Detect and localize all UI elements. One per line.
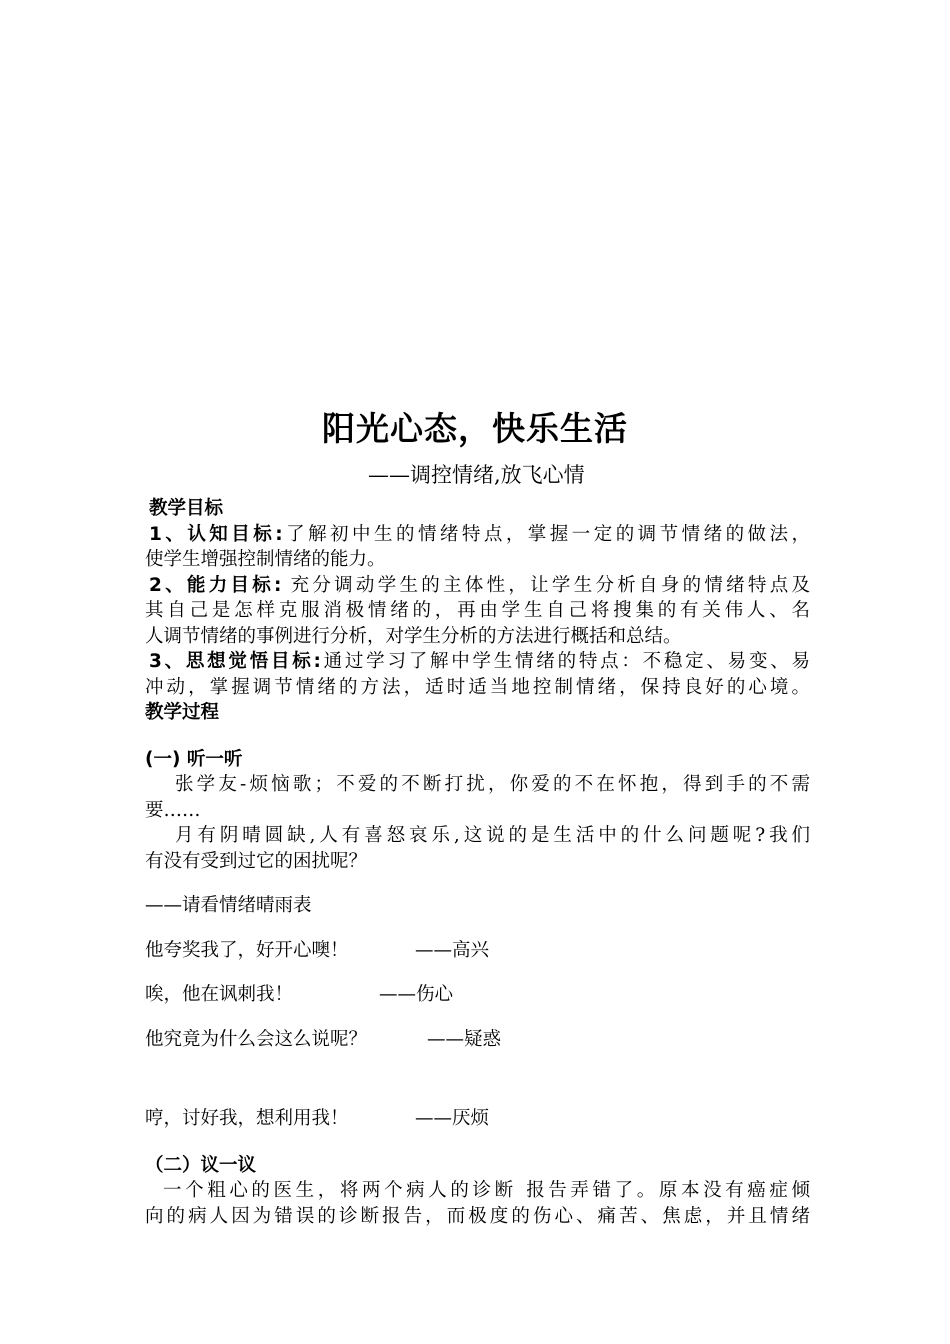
goal-3-text: 通过学习了解中学生情绪的特点：不稳定、易变、易 — [320, 651, 810, 672]
goal-1-label: 1、认知目标: — [149, 523, 283, 545]
document-body — [145, 496, 810, 1229]
emotion-row — [145, 1106, 810, 1132]
emotion-table-intro: ——请看情绪晴雨表 — [145, 895, 312, 916]
section-1-para-1-line-1: 张学友-烦恼歌；不爱的不断打扰，你爱的不在怀抱，得到手的不需 — [175, 774, 810, 795]
section-1-para-1-line-2: 要…… — [145, 799, 201, 821]
emotion-label: ——伤心 — [379, 984, 454, 1005]
emotion-row — [145, 938, 810, 964]
section-2-para-1-line-1: 一个粗心的医生，将两个病人的诊断 报告弄错了。原本没有癌症倾 — [163, 1180, 810, 1201]
goal-1-text: 了解初中生的情绪特点，掌握一定的调节情绪的做法， — [282, 523, 810, 545]
section-1-para-2-line-1: 月有阴晴圆缺,人有喜怒哀乐,这说的是生活中的什么问题呢?我们 — [175, 825, 810, 846]
goal-2-line-1 — [145, 573, 810, 599]
emotion-statement: 唉，他在讽刺我！ — [145, 984, 294, 1005]
goal-2-line-2: 其自己是怎样克服消极情绪的，再由学生自己将搜集的有关伟人、名 — [145, 600, 810, 621]
section-1-para-2-line-2: 有没有受到过它的困扰呢？ — [145, 850, 368, 872]
emotion-row — [145, 982, 810, 1008]
section-2-heading: （二）议一议 — [145, 1154, 257, 1176]
goal-3-line-1 — [145, 649, 810, 675]
section-1-heading: (一) 听一听 — [145, 748, 243, 770]
goal-3-label: 3、思想觉悟目标: — [149, 651, 321, 672]
emotion-statement: 哼，讨好我，想利用我！ — [145, 1108, 349, 1129]
emotion-statement: 他夸奖我了，好开心噢！ — [145, 939, 349, 961]
goal-3-line-2: 冲动，掌握调节情绪的方法，适时适当地控制情绪，保持良好的心境。 — [145, 676, 810, 698]
goal-2-line-3: 人调节情绪的事例进行分析，对学生分析的方法进行概括和总结。 — [145, 625, 682, 647]
goals-heading: 教学目标 — [149, 498, 224, 519]
emotion-row — [145, 1027, 810, 1053]
emotion-label: ——厌烦 — [415, 1108, 490, 1129]
goal-2-label: 2、能力目标: — [149, 574, 282, 596]
emotion-label: ——疑惑 — [427, 1028, 502, 1050]
goal-1-line-1 — [145, 522, 810, 548]
emotion-statement: 他究竟为什么会这么说呢？ — [145, 1028, 368, 1050]
section-2-para-1-line-2: 向的病人因为错误的诊断报告，而极度的伤心、痛苦、焦虑，并且情绪 — [145, 1205, 810, 1227]
goal-1-line-2: 使学生增强控制情绪的能力。 — [145, 549, 386, 570]
process-heading: 教学过程 — [145, 702, 220, 723]
document-subtitle: ——调控情绪,放飞心情 — [368, 463, 585, 487]
goal-2-text: 充分调动学生的主体性，让学生分析自身的情绪特点及 — [281, 574, 810, 596]
emotion-label: ——高兴 — [415, 939, 490, 961]
document-title: 阳光心态，快乐生活 — [322, 409, 628, 448]
